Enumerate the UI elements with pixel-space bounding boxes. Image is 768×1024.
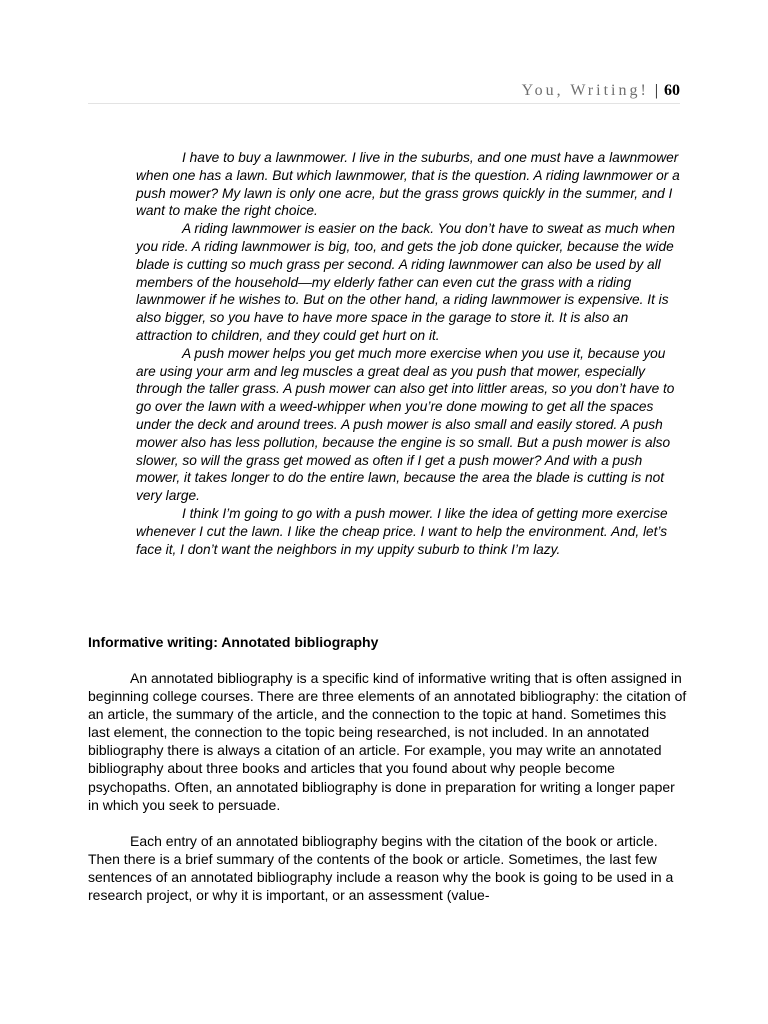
header-rule	[88, 103, 680, 104]
header-separator: |	[654, 82, 658, 99]
body-paragraph: Each entry of an annotated bibliography begins with the citation of the book or article. Then there is a brief summary of the contents of the book or article. Sometimes, the last few sentences of an annotated bibliography include a reason why the book is going to be used in a research project, or why it is important, or an assessment (value-	[88, 832, 674, 904]
section-body	[88, 669, 688, 922]
body-paragraph: An annotated bibliography is a specific kind of informative writing that is often assigned in beginning college courses. There are three elements of an annotated bibliography: the citation of an article, the summary of the article, and the connection to the topic at hand. Sometimes this last element, the connection to the topic being researched, is not included. In an annotated bibliography there is always a citation of an article. For example, you may write an annotated bibliography about three books and articles that you found about why people become psychopaths. Often, an annotated bibliography is done in preparation for writing a longer paper in which you seek to persuade.	[88, 670, 687, 813]
essay-paragraph: A push mower helps you get much more exercise when you use it, because you are using your arm and leg muscles a great deal as you push that mower, especially through the taller grass. A push mower can also get into littler areas, so you don’t have to go over the lawn with a weed-whipper when you’re done mowing to get all the spaces under the deck and around trees. A push mower is also small and easily stored. A push mower also has less pollution, because the engine is so small. But a push mower is also slower, so will the grass get mowed as often if I get a push mower? And with a push mower, it takes longer to do the entire lawn, because the area the blade is cutting is not very large.	[136, 345, 675, 504]
page-number: 60	[664, 82, 680, 99]
essay-paragraph: I think I’m going to go with a push mower. I like the idea of getting more exercise whenever I cut the lawn. I like the cheap price. I want to help the environment. And, let’s face it, I don’t want the neighbors in my uppity suburb to think I’m lazy.	[136, 505, 668, 557]
essay-paragraph: A riding lawnmower is easier on the back. You don’t have to sweat as much when you ride. A riding lawnmower is big, too, and gets the job done quicker, because the wide blade is cutting so much grass per second. A riding lawnmower can also be used by all members of the household—my elderly father can even cut the grass with a riding lawnmower if he wishes to. But on the other hand, a riding lawnmower is expensive. It is also bigger, so you have to have more space in the garage to store it. It is also an attraction to children, and they could get hurt on it.	[136, 221, 676, 343]
running-title: You, Writing!	[521, 82, 649, 99]
running-header	[522, 82, 680, 100]
essay-paragraph: I have to buy a lawnmower. I live in the suburbs, and one must have a lawnmower when one has a lawn. But which lawnmower, that is the question. A riding lawnmower or a push mower? My lawn is only one acre, but the grass grows quickly in the summer, and I want to make the right choice.	[136, 150, 680, 219]
section-heading: Informative writing: Annotated bibliography	[88, 634, 379, 650]
sample-essay	[136, 149, 688, 558]
